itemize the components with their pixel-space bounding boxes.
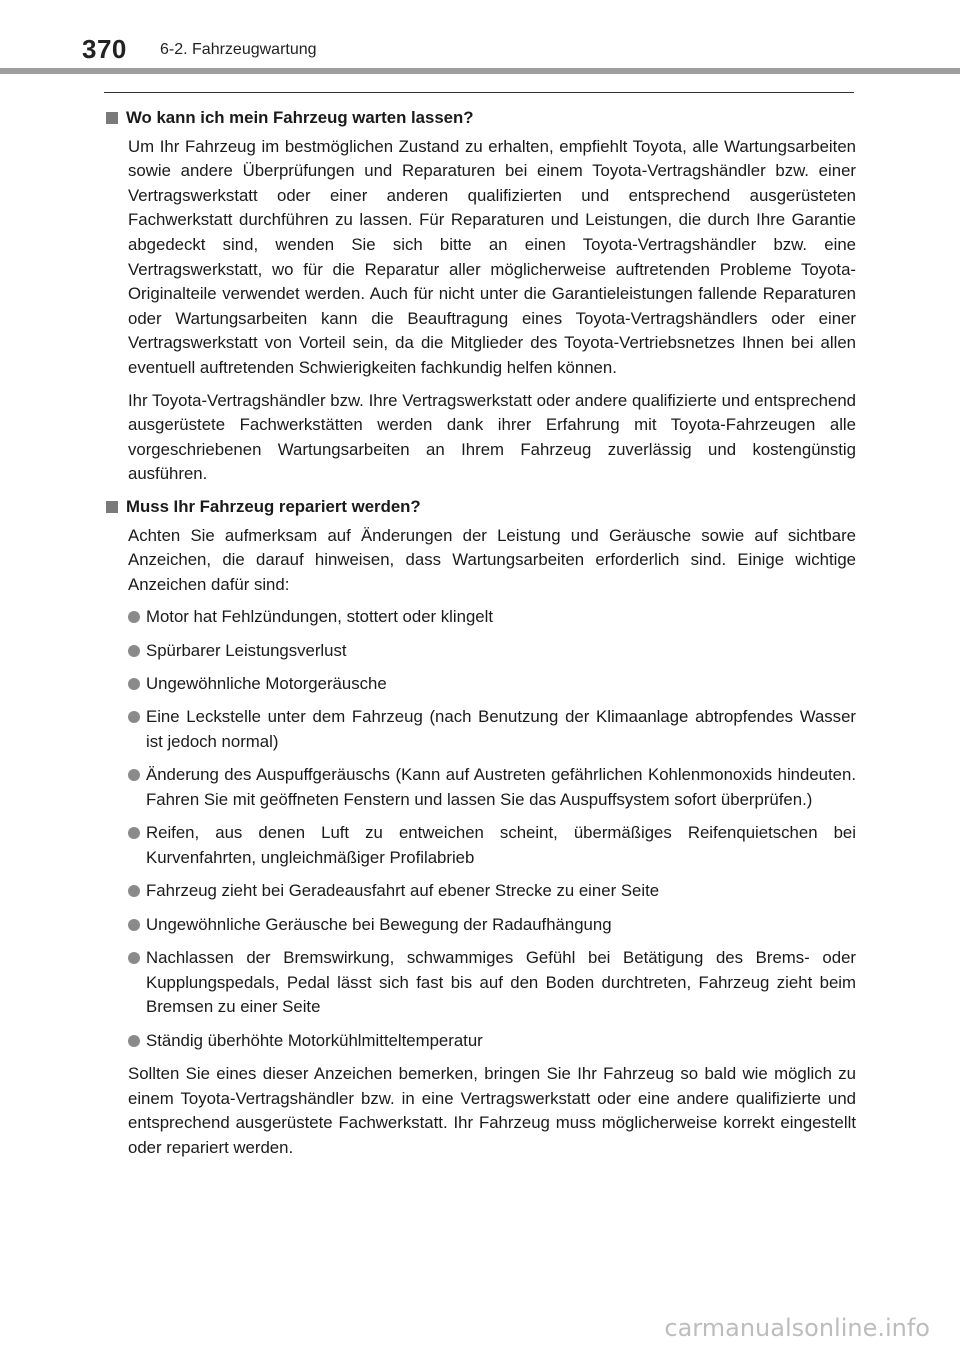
- symptom-list: [104, 605, 856, 1053]
- square-bullet-icon: [106, 112, 118, 124]
- section-heading: [104, 106, 856, 131]
- page-number: 370: [82, 34, 127, 64]
- list-item: [128, 1029, 856, 1054]
- list-item-text: Spürbarer Leistungsverlust: [146, 640, 347, 660]
- circle-bullet-icon: [128, 611, 140, 623]
- circle-bullet-icon: [128, 769, 140, 781]
- list-item: [128, 672, 856, 697]
- circle-bullet-icon: [128, 678, 140, 690]
- list-item-text: Eine Leckstelle unter dem Fahrzeug (nach Benutzung der Klimaanlage abtropfendes Wasser ist jedoch normal): [146, 707, 856, 752]
- list-item-text: Fahrzeug zieht bei Geradeausfahrt auf ebener Strecke zu einer Seite: [146, 881, 660, 901]
- list-item-text: Motor hat Fehlzündungen, stottert oder klingelt: [146, 607, 494, 627]
- list-item-text: Ungewöhnliche Geräusche bei Bewegung der Radaufhängung: [146, 914, 612, 934]
- watermark: carmanualsonline.info: [664, 1314, 930, 1342]
- list-item-text: Ständig überhöhte Motorkühlmitteltemperatur: [146, 1030, 483, 1050]
- circle-bullet-icon: [128, 1035, 140, 1047]
- circle-bullet-icon: [128, 645, 140, 657]
- section-title: 6-2. Fahrzeugwartung: [160, 41, 317, 58]
- list-item: [128, 946, 856, 1020]
- section-heading: [104, 495, 856, 520]
- circle-bullet-icon: [128, 827, 140, 839]
- list-item-text: Änderung des Auspuffgeräuschs (Kann auf Austreten gefährlichen Kohlenmonoxids hindeuten. Fahren Sie mit geöffneten Fenstern und lassen Sie das Auspuffsystem sofort überprüfen.): [146, 765, 856, 810]
- circle-bullet-icon: [128, 919, 140, 931]
- list-item: [128, 913, 856, 938]
- page-header: [0, 0, 960, 74]
- paragraph: Ihr Toyota-Vertragshändler bzw. Ihre Vertragswerkstatt oder andere qualifizierte und entsprechend ausgerüstete Fachwerkstätten werden dank ihrer Erfahrung mit Toyota-Fahrzeugen alle vorgeschriebenen Wartungsarbeiten an Ihrem Fahrzeug zuverlässig und kostengünstig ausführen.: [128, 390, 856, 484]
- list-item: [128, 639, 856, 664]
- circle-bullet-icon: [128, 952, 140, 964]
- header-divider: [0, 68, 960, 74]
- section-heading-text: Muss Ihr Fahrzeug repariert werden?: [126, 496, 421, 516]
- section-heading-text: Wo kann ich mein Fahrzeug warten lassen?: [126, 108, 474, 127]
- list-item: [128, 705, 856, 754]
- list-item: [128, 879, 856, 904]
- circle-bullet-icon: [128, 885, 140, 897]
- square-bullet-icon: [106, 501, 118, 513]
- list-item-text: Ungewöhnliche Motorgeräusche: [146, 674, 387, 694]
- content-divider: [104, 92, 854, 93]
- main-content: [104, 106, 856, 1169]
- paragraph: Sollten Sie eines dieser Anzeichen bemerken, bringen Sie Ihr Fahrzeug so bald wie möglich zu einem Toyota-Vertragshändler bzw. in eine Vertragswerkstatt oder eine andere qualifizierte und entsprechend ausgerüstete Fachwerkstatt. Ihr Fahrzeug muss möglicherweise korrekt eingestellt oder repariert werden.: [128, 1064, 856, 1157]
- list-item-text: Nachlassen der Bremswirkung, schwammiges Gefühl bei Betätigung des Brems- oder Kupplungspedals, Pedal lässt sich fast bis auf den Boden durchtreten, Fahrzeug zieht beim Bremsen zu einer Seite: [146, 948, 856, 1017]
- list-item-text: Reifen, aus denen Luft zu entweichen scheint, übermäßiges Reifenquietschen bei Kurvenfahrten, ungleichmäßiger Profilabrieb: [146, 823, 856, 868]
- list-item: [128, 605, 856, 630]
- list-item: [128, 763, 856, 812]
- circle-bullet-icon: [128, 711, 140, 723]
- paragraph: Um Ihr Fahrzeug im bestmöglichen Zustand zu erhalten, empfiehlt Toyota, alle Wartungsarbeiten sowie andere Überprüfungen und Reparaturen bei einem Toyota-Vertragshändler bzw. einer Vertragswerkstatt oder einer anderen qualifizierten und entsprechend ausgerüsteten Fachwerkstatt durchführen zu lassen. Für Reparaturen und Leistungen, die durch Ihre Garantie abgedeckt sind, wenden Sie sich bitte an einen Toyota-Vertragshändler bzw. eine Vertragswerkstatt, wo für die Reparatur aller möglicherweise auftretenden Probleme Toyota-Originalteile verwendet werden. Auch für nicht unter die Garantieleistungen fallende Reparaturen oder Wartungsarbeiten kann die Beauftragung eines Toyota-Vertragshändlers oder einer Vertragswerkstatt von Vorteil sein, da die Mitglieder des Toyota-Vertriebsnetzes Ihnen bei allen eventuell auftretenden Schwierigkeiten fachkundig helfen können.: [128, 136, 856, 377]
- list-item: [128, 821, 856, 870]
- paragraph: Achten Sie aufmerksam auf Änderungen der Leistung und Geräusche sowie auf sichtbare Anzeichen, die darauf hinweisen, dass Wartungsarbeiten erforderlich sind. Einige wichtige Anzeichen dafür sind:: [128, 525, 856, 594]
